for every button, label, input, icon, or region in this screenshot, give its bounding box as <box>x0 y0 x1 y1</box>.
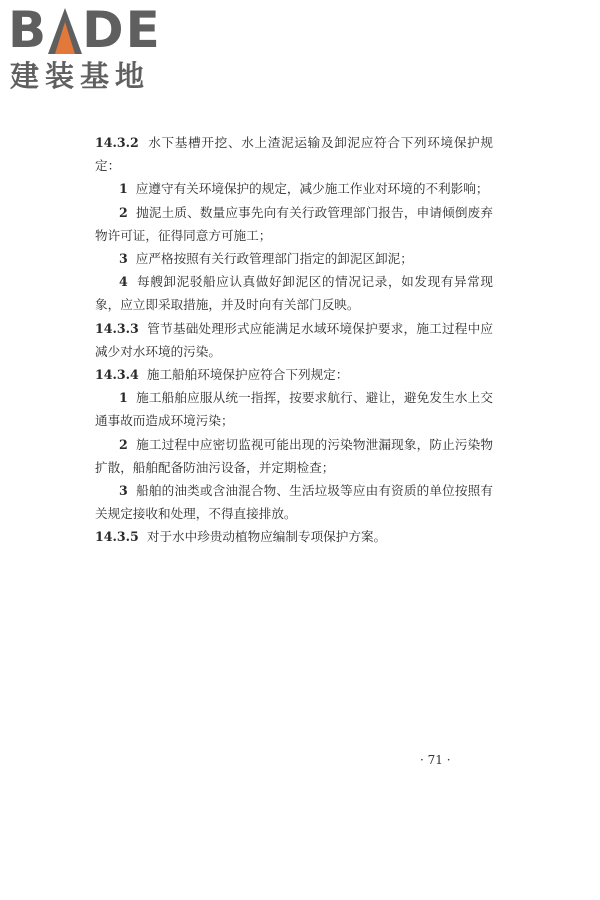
clause-number: 14.3.5 <box>95 529 139 545</box>
logo <box>8 2 178 94</box>
item-number: 1 <box>119 390 128 406</box>
item-3 <box>95 247 493 270</box>
clause-text: 管节基础处理形式应能满足水域环境保护要求，施工过程中应减少对水环境的污染。 <box>95 320 493 359</box>
item-number: 3 <box>119 251 128 267</box>
item-1 <box>95 177 493 200</box>
logo-triangle-icon <box>48 2 82 58</box>
item-3 <box>95 479 493 525</box>
clause-14-3-5 <box>95 525 493 548</box>
item-4 <box>95 270 493 316</box>
clause-number: 14.3.2 <box>95 135 139 150</box>
logo-subtitle: 建装基地 <box>10 59 151 93</box>
clause-number: 14.3.4 <box>95 367 139 383</box>
document-body <box>95 131 493 549</box>
item-number: 2 <box>119 204 128 220</box>
item-text: 施工船舶应服从统一指挥，按要求航行、避让，避免发生水上交通事故而造成环境污染； <box>95 390 493 429</box>
clause-text: 水下基槽开挖、水上渣泥运输及卸泥应符合下列环境保护规定： <box>95 135 494 174</box>
clause-14-3-2 <box>95 131 493 177</box>
clause-text: 对于水中珍贵动植物应编制专项保护方案。 <box>146 529 387 545</box>
logo-wordmark <box>8 2 178 58</box>
item-number: 1 <box>119 181 128 197</box>
item-2 <box>95 201 493 247</box>
item-text: 应严格按照有关行政管理部门指定的卸泥区卸泥； <box>135 251 413 267</box>
logo-letters-after: DE <box>82 1 162 59</box>
page-number: · 71 · <box>420 753 451 767</box>
item-2 <box>95 433 493 479</box>
item-text: 船舶的油类或含油混合物、生活垃圾等应由有资质的单位按照有关规定接收和处理，不得直接排放。 <box>95 483 493 522</box>
item-text: 施工过程中应密切监视可能出现的污染物泄漏现象，防止污染物扩散，船舶配备防油污设备，并定期检查； <box>95 436 493 475</box>
item-number: 3 <box>119 483 128 499</box>
clause-14-3-4 <box>95 363 493 386</box>
item-number: 4 <box>119 274 128 290</box>
item-text: 应遵守有关环境保护的规定，减少施工作业对环境的不利影响； <box>135 181 489 197</box>
item-1 <box>95 386 493 432</box>
item-text: 抛泥土质、数量应事先向有关行政管理部门报告，申请倾倒废弃物许可证，征得同意方可施工； <box>95 204 493 243</box>
item-text: 每艘卸泥驳船应认真做好卸泥区的情况记录，如发现有异常现象，应立即采取措施，并及时向有关部门反映。 <box>95 274 493 313</box>
clause-14-3-3 <box>95 317 493 363</box>
clause-text: 施工船舶环境保护应符合下列规定： <box>146 367 349 383</box>
item-number: 2 <box>119 436 128 452</box>
clause-number: 14.3.3 <box>95 320 139 336</box>
logo-letters-before: B <box>8 1 49 59</box>
